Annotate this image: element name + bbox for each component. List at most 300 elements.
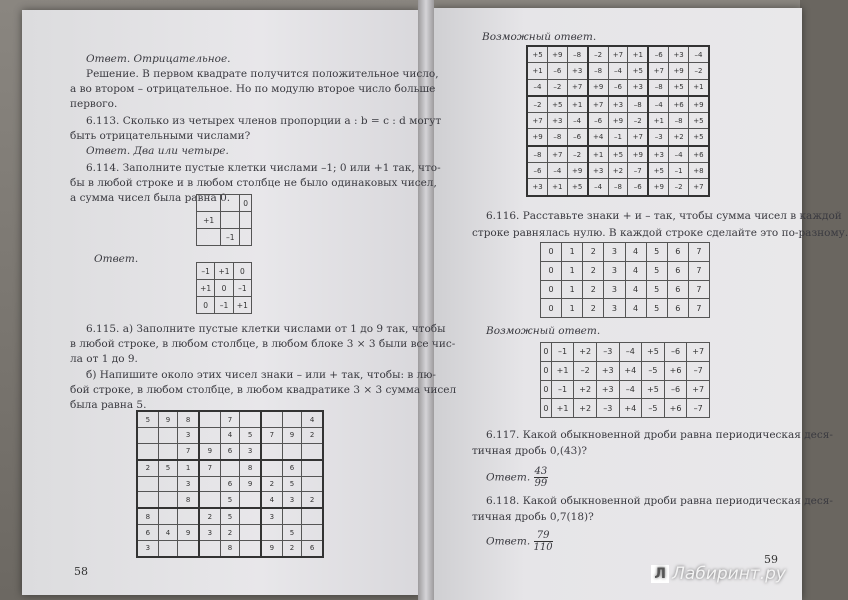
grid-cell: +3 [628, 79, 649, 96]
labyrinth-logo-icon: Л [651, 565, 669, 583]
grid-cell: 8 [178, 411, 199, 428]
left-line: Ответ. Отрицательное. [86, 53, 231, 65]
grid-row [137, 476, 323, 492]
grid-cell: 9 [240, 476, 261, 492]
grid-cell: 5 [158, 460, 177, 477]
grid-cell: 2 [583, 299, 604, 318]
grid-cell [240, 525, 261, 541]
grid-cell: 3 [604, 261, 625, 280]
grid-row [197, 280, 252, 297]
left-line: ла от 1 до 9. [70, 353, 138, 365]
grid-cell: –4 [548, 163, 568, 179]
grid-cell: –8 [588, 63, 609, 79]
grid-cell: +7 [648, 63, 669, 79]
grid-cell: +3 [596, 361, 619, 380]
grid-cell: 0 [541, 380, 552, 399]
grid-cell: 3 [261, 508, 282, 525]
grid-cell: +5 [642, 380, 665, 399]
grid-cell [240, 229, 252, 246]
grid-cell: +3 [548, 113, 568, 129]
grid-cell [261, 443, 282, 460]
grid-cell: 9 [282, 428, 301, 444]
grid-cell: 7 [688, 299, 709, 318]
grid-cell: 7 [261, 428, 282, 444]
grid-cell: –8 [669, 113, 689, 129]
grid-cell: 0 [215, 280, 233, 297]
answer-label: Ответ. [486, 535, 531, 548]
grid-cell: +3 [588, 163, 609, 179]
denominator: 110 [533, 542, 553, 553]
grid-cell [158, 443, 177, 460]
grid-cell: –6 [527, 163, 548, 179]
grid-cell [178, 508, 199, 525]
grid-cell: –4 [619, 343, 642, 362]
grid-row [527, 113, 709, 129]
denominator: 99 [534, 478, 548, 489]
grid-cell: +1 [688, 79, 709, 96]
grid-cell: –8 [527, 146, 548, 163]
grid-cell [158, 476, 177, 492]
right-line: Возможный ответ. [486, 325, 601, 337]
grid-cell: –2 [688, 63, 709, 79]
grid-cell: +9 [567, 163, 588, 179]
grid-cell: +5 [669, 79, 689, 96]
left-line: Ответ. [94, 253, 139, 265]
grid-cell: –6 [608, 79, 628, 96]
grid-cell [240, 508, 261, 525]
grid-row [137, 460, 323, 477]
grid-cell: 3 [178, 428, 199, 444]
grid-cell: 3 [137, 540, 158, 557]
grid-cell: –6 [648, 46, 669, 63]
right-line: 6.117. Какой обыкновенной дроби равна периодическая деся- [486, 429, 833, 441]
grid-cell: 5 [646, 299, 667, 318]
grid-cell: –2 [628, 113, 649, 129]
grid-cell: –4 [527, 79, 548, 96]
left-line: 6.114. Заполните пустые клетки числами –1; 0 или +1 так, что- [86, 162, 441, 174]
grid-cell: 0 [197, 297, 215, 314]
grid-row [527, 96, 709, 113]
grid-cell: 3 [199, 525, 220, 541]
grid-cell: +3 [596, 380, 619, 399]
grid-cell: 4 [158, 525, 177, 541]
grid-cell: 6 [667, 261, 688, 280]
grid-cell: –3 [596, 343, 619, 362]
grid-cell: –4 [567, 113, 588, 129]
grid-row [541, 361, 710, 380]
grid-row [197, 195, 252, 212]
grid-cell: –2 [669, 179, 689, 196]
grid-row [137, 443, 323, 460]
grid-cell: +9 [548, 46, 568, 63]
grid-cell: +9 [608, 113, 628, 129]
grid-cell [199, 476, 220, 492]
grid-cell: +7 [567, 79, 588, 96]
fraction [534, 530, 553, 553]
left-line: в любой строке, в любом столбце, в любом блоке 3 × 3 были все чис- [70, 338, 456, 350]
grid-cell: 3 [604, 243, 625, 262]
grid-cell: +1 [551, 361, 574, 380]
grid-cell: 0 [541, 280, 562, 299]
grid-cell: –7 [687, 399, 710, 418]
grid-cell [137, 492, 158, 509]
grid-cell: 4 [625, 243, 646, 262]
grid-cell: +3 [527, 179, 548, 196]
grid-cell: 5 [646, 243, 667, 262]
grid-cell [199, 411, 220, 428]
grid-cell: +4 [619, 399, 642, 418]
grid-cell: 3 [604, 299, 625, 318]
grid-cell: +3 [669, 46, 689, 63]
grid-cell: –1 [197, 263, 215, 280]
grid-cell: 0 [541, 343, 552, 362]
left-line: а во втором – отрицательное. Но по модулю второе число больше [70, 83, 436, 95]
grid-cell [302, 476, 323, 492]
grid-row [137, 540, 323, 557]
sudoku-answer-grid [526, 45, 710, 197]
grid-cell: –3 [648, 129, 669, 146]
grid-cell: –4 [608, 63, 628, 79]
grid-cell: 2 [302, 428, 323, 444]
grid-cell: 0 [541, 361, 552, 380]
watermark-text: Лабиринт.ру [672, 564, 786, 584]
grid-cell: +6 [664, 361, 687, 380]
grid-cell: 9 [158, 411, 177, 428]
grid-row [527, 146, 709, 163]
grid-cell: +9 [527, 129, 548, 146]
grid-cell: 6 [137, 525, 158, 541]
grid-row [541, 380, 710, 399]
grid-cell: 5 [282, 525, 301, 541]
grid-cell: –8 [608, 179, 628, 196]
sudoku-grid [136, 410, 324, 558]
grid-cell: 0 [541, 261, 562, 280]
grid-cell [220, 460, 239, 477]
grid-cell: –8 [648, 79, 669, 96]
right-line: тичная дробь 0,7(18)? [472, 511, 594, 523]
grid-cell: –4 [669, 146, 689, 163]
grid-cell: 0 [541, 399, 552, 418]
grid-cell: 3 [240, 443, 261, 460]
grid-cell: +6 [669, 96, 689, 113]
grid-cell: +2 [608, 163, 628, 179]
grid-cell: 5 [240, 428, 261, 444]
grid-cell: –4 [688, 46, 709, 63]
grid-cell: +2 [574, 343, 597, 362]
grid-cell: +1 [551, 399, 574, 418]
grid-cell: +3 [608, 96, 628, 113]
grid-row [541, 343, 710, 362]
grid-cell: –1 [215, 297, 233, 314]
grid-cell [261, 460, 282, 477]
grid-cell: 0 [541, 299, 562, 318]
grid-cell: 1 [562, 243, 583, 262]
grid-cell: 1 [178, 460, 199, 477]
grid-cell: –5 [642, 361, 665, 380]
grid-cell: –7 [687, 361, 710, 380]
grid-cell: +1 [567, 96, 588, 113]
grid-cell: 3 [604, 280, 625, 299]
right-line: 6.116. Расставьте знаки + и – так, чтобы сумма чисел в каждой [486, 210, 842, 222]
grid-cell: –6 [548, 63, 568, 79]
grid-cell: +2 [574, 380, 597, 399]
grid-cell: –1 [233, 280, 251, 297]
grid-cell: –7 [628, 163, 649, 179]
grid-cell: 4 [625, 280, 646, 299]
numerator: 79 [534, 530, 553, 542]
grid-row [541, 399, 710, 418]
grid-cell: 2 [220, 525, 239, 541]
grid-cell: 7 [199, 460, 220, 477]
grid-cell: +5 [628, 63, 649, 79]
grid-cell: +7 [588, 96, 609, 113]
grid-cell: –5 [642, 399, 665, 418]
grid-cell: +9 [688, 96, 709, 113]
grid-cell [199, 540, 220, 557]
grid-cell: –1 [551, 380, 574, 399]
grid-cell: +5 [608, 146, 628, 163]
grid-cell: 9 [199, 443, 220, 460]
grid-cell: +1 [527, 63, 548, 79]
grid-cell: –1 [608, 129, 628, 146]
grid-cell: 5 [282, 476, 301, 492]
grid-row [197, 263, 252, 280]
grid-cell: 6 [302, 540, 323, 557]
right-line: строке равнялась нулю. В каждой строке сделайте это по-разному. [472, 227, 848, 239]
grid-cell: 7 [688, 280, 709, 299]
grid-cell: +5 [648, 163, 669, 179]
grid-row [527, 179, 709, 196]
grid-cell: 0 [541, 243, 562, 262]
watermark-logo [651, 564, 786, 584]
answer-label: Ответ. [486, 471, 531, 484]
numerator: 43 [534, 466, 548, 477]
grid-cell: –4 [648, 96, 669, 113]
right-heading: Возможный ответ. [482, 31, 597, 43]
grid-row [197, 297, 252, 314]
grid-cell: +3 [567, 63, 588, 79]
grid-cell: +1 [215, 263, 233, 280]
right-line: 6.118. Какой обыкновенной дроби равна периодическая деся- [486, 495, 833, 507]
grid-6-116-answer [540, 342, 710, 418]
grid-cell: 6 [220, 443, 239, 460]
grid-row [527, 46, 709, 63]
grid-cell: +7 [527, 113, 548, 129]
grid-cell: +9 [648, 179, 669, 196]
left-line: 6.113. Сколько из четырех членов пропорции a : b = c : d могут [86, 115, 442, 127]
grid-cell: 9 [261, 540, 282, 557]
grid-cell [302, 525, 323, 541]
grid-cell: +5 [688, 113, 709, 129]
left-line: Ответ. Два или четыре. [86, 145, 229, 157]
grid-cell [240, 540, 261, 557]
page-number-left: 58 [74, 565, 88, 578]
grid-cell: 1 [562, 280, 583, 299]
grid-cell [302, 443, 323, 460]
grid-cell: –4 [588, 179, 609, 196]
grid-cell: –8 [567, 46, 588, 63]
grid-cell: 8 [240, 460, 261, 477]
grid-cell: +1 [588, 146, 609, 163]
grid-cell: 5 [137, 411, 158, 428]
grid-cell: +5 [527, 46, 548, 63]
grid-cell: +1 [197, 212, 221, 229]
grid-cell: +9 [628, 146, 649, 163]
grid-cell: –8 [548, 129, 568, 146]
grid-cell: –6 [567, 129, 588, 146]
grid-cell: –2 [527, 96, 548, 113]
left-line: Решение. В первом квадрате получится положительное число, [86, 68, 439, 80]
grid-cell [261, 525, 282, 541]
grid-cell: +2 [574, 399, 597, 418]
grid-cell: 0 [240, 195, 252, 212]
grid-cell: +1 [548, 179, 568, 196]
grid-cell: 5 [646, 261, 667, 280]
grid-6-114-answer [196, 262, 252, 314]
grid-cell [240, 411, 261, 428]
grid-cell: 4 [625, 299, 646, 318]
grid-cell: –1 [669, 163, 689, 179]
grid-cell [221, 212, 240, 229]
grid-cell [137, 443, 158, 460]
grid-cell [240, 492, 261, 509]
left-line: быть отрицательными числами? [70, 130, 251, 142]
grid-cell: 8 [178, 492, 199, 509]
grid-cell: –1 [551, 343, 574, 362]
grid-row [527, 163, 709, 179]
grid-cell: 6 [667, 280, 688, 299]
grid-cell: 2 [282, 540, 301, 557]
grid-cell: 4 [261, 492, 282, 509]
grid-cell: +7 [548, 146, 568, 163]
grid-cell: +5 [567, 179, 588, 196]
grid-cell [158, 492, 177, 509]
grid-cell [282, 508, 301, 525]
grid-cell: +6 [688, 146, 709, 163]
grid-cell [261, 411, 282, 428]
grid-cell: 5 [220, 508, 239, 525]
grid-row [527, 79, 709, 96]
answer-6-118 [486, 530, 553, 553]
grid-cell: 4 [220, 428, 239, 444]
grid-cell: +4 [588, 129, 609, 146]
grid-cell: 9 [178, 525, 199, 541]
grid-cell [158, 540, 177, 557]
grid-cell: –2 [574, 361, 597, 380]
grid-row [137, 508, 323, 525]
grid-cell [221, 195, 240, 212]
grid-cell: 3 [282, 492, 301, 509]
grid-cell: +2 [669, 129, 689, 146]
left-line: была равна 5. [70, 399, 147, 411]
left-line: а сумма чисел была равна 0. [70, 192, 231, 204]
fraction [534, 466, 549, 489]
grid-cell: 7 [688, 243, 709, 262]
grid-cell: 5 [646, 280, 667, 299]
grid-cell: 2 [583, 243, 604, 262]
grid-6-114 [196, 194, 252, 246]
grid-cell: +3 [648, 146, 669, 163]
grid-cell: 1 [562, 299, 583, 318]
grid-cell: 7 [220, 411, 239, 428]
grid-cell [240, 212, 252, 229]
grid-cell: +7 [687, 343, 710, 362]
grid-cell: +8 [688, 163, 709, 179]
page-number-right: 59 [764, 553, 778, 566]
grid-cell: 2 [199, 508, 220, 525]
grid-cell: 1 [562, 261, 583, 280]
grid-6-116 [540, 242, 710, 318]
left-line: 6.115. а) Заполните пустые клетки числами от 1 до 9 так, чтобы [86, 323, 446, 335]
grid-cell [199, 428, 220, 444]
grid-cell: 2 [302, 492, 323, 509]
grid-cell: –6 [628, 179, 649, 196]
grid-cell: +7 [628, 129, 649, 146]
grid-cell: 4 [302, 411, 323, 428]
grid-cell: +5 [642, 343, 665, 362]
grid-cell: –6 [664, 343, 687, 362]
grid-cell [302, 508, 323, 525]
grid-row [527, 129, 709, 146]
grid-cell: 2 [137, 460, 158, 477]
grid-cell: –2 [567, 146, 588, 163]
grid-cell [302, 460, 323, 477]
grid-row [137, 411, 323, 428]
grid-row [527, 63, 709, 79]
grid-cell [137, 428, 158, 444]
grid-cell: –6 [664, 380, 687, 399]
grid-cell: –8 [628, 96, 649, 113]
grid-row [137, 525, 323, 541]
grid-cell: 4 [625, 261, 646, 280]
grid-cell [197, 195, 221, 212]
grid-cell [199, 492, 220, 509]
grid-cell: +6 [664, 399, 687, 418]
grid-cell [282, 443, 301, 460]
answer-6-117 [486, 466, 548, 489]
grid-row [197, 229, 252, 246]
grid-cell: +5 [548, 96, 568, 113]
grid-cell: 0 [233, 263, 251, 280]
grid-cell: 6 [282, 460, 301, 477]
grid-cell: 6 [667, 299, 688, 318]
grid-cell: +7 [608, 46, 628, 63]
grid-cell: 7 [688, 261, 709, 280]
left-line: б) Напишите около этих чисел знаки – или + так, чтобы: в лю- [86, 369, 436, 381]
grid-row [137, 428, 323, 444]
grid-row [137, 492, 323, 509]
grid-cell: 6 [667, 243, 688, 262]
grid-cell: +1 [628, 46, 649, 63]
grid-cell [282, 411, 301, 428]
grid-cell: 8 [220, 540, 239, 557]
grid-cell: +4 [619, 361, 642, 380]
grid-cell: –3 [596, 399, 619, 418]
grid-row [197, 212, 252, 229]
grid-cell: 6 [220, 476, 239, 492]
grid-cell: +9 [588, 79, 609, 96]
grid-cell: +5 [688, 129, 709, 146]
grid-cell [197, 229, 221, 246]
grid-cell: 2 [583, 261, 604, 280]
grid-row [541, 280, 710, 299]
grid-cell: –4 [619, 380, 642, 399]
grid-cell: +7 [687, 380, 710, 399]
grid-cell: 2 [261, 476, 282, 492]
grid-cell [178, 540, 199, 557]
left-line: бой строке, в любом столбце, в любом квадратике 3 × 3 сумма чисел [70, 384, 457, 396]
grid-cell [137, 476, 158, 492]
